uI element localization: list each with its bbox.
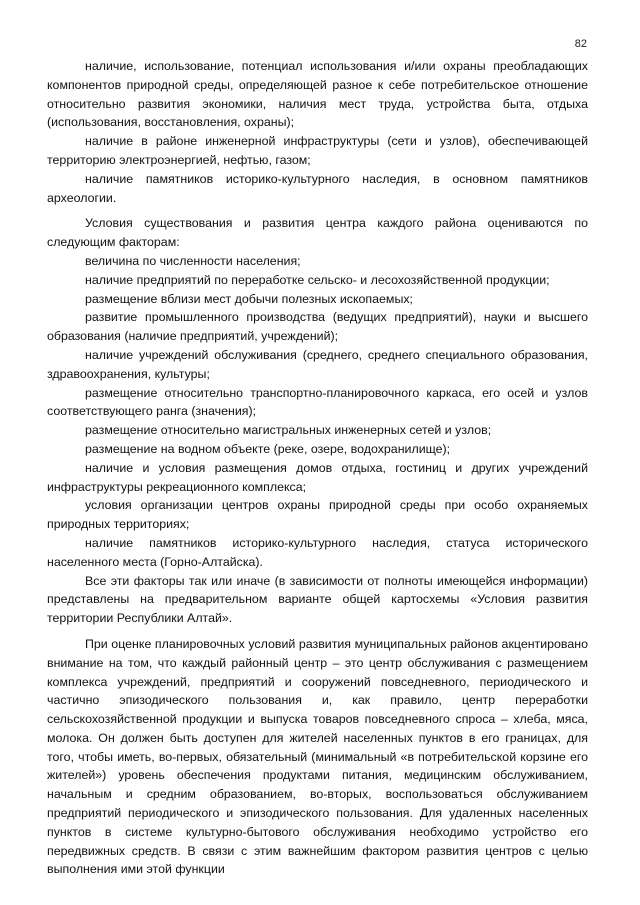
paragraph: развитие промышленного производства (ведущих предприятий), науки и высшего образования (наличие предприятий, учреждений); <box>47 310 588 344</box>
paragraph: Все эти факторы так или иначе (в зависимости от полноты имеющейся информации) представлены на предварительном варианте общей картосхемы «Условия развития территории Республики Алтай». <box>47 573 588 626</box>
paragraph: размещение относительно магистральных инженерных сетей и узлов; <box>85 423 492 438</box>
paragraph: наличие в районе инженерной инфраструктуры (сети и узлов), обеспечивающей территорию электроэнергией, нефтью, газом; <box>47 134 588 167</box>
paragraph: наличие, использование, потенциал использования и/или охраны преобладающих компонентов природной среды, определяющей разное к себе потребительское отношение относительно развития экономики, наличия мест труда, устройства быта, отдыха (использования, восстановления, охраны); <box>47 59 588 130</box>
paragraph: При оценке планировочных условий развития муниципальных районов акцентировано внимание на том, что каждый районный центр – это центр обслуживания с размещением комплекса учреждений, предприятий и сооружений повседневного, периодического и частично эпизодического пользования и, как правило, центр переработки сельскохозяйственной продукции и выпуска товаров повседневного спроса – хлеба, мяса, молока. Он должен быть доступен для жителей населенных пунктов в его границах, для того, чтобы иметь, во-первых, обязательный (минимальный «в потребительской корзине его жителей») уровень обеспечения продуктами питания, медицинским обслуживанием, начальным и средним образованием, во-вторых, воспользоваться обслуживанием предприятий периодического и эпизодического пользования. Для удаленных населенных пунктов в системе культурно-бытового обслуживания необходимо устройство его передвижных средств. В связи с этим важнейшим фактором развития центров с целью выполнения ими этой функции <box>47 636 588 877</box>
paragraph: Условия существования и развития центра каждого района оцениваются по следующим факторам: <box>47 216 588 250</box>
paragraph: размещение относительно транспортно-планировочного каркаса, его осей и узлов соответствующего ранга (значения); <box>47 385 588 419</box>
page-number: 82 <box>574 38 587 50</box>
paragraph: наличие памятников историко-культурного наследия, статуса исторического населенного места (Горно-Алтайска). <box>47 535 588 569</box>
paragraph: размещение на водном объекте (реке, озере, водохранилище); <box>85 441 451 456</box>
paragraph: наличие учреждений обслуживания (среднего, среднего специального образования, здравоохранения, культуры; <box>47 347 588 381</box>
paragraph: условия организации центров охраны природной среды при особо охраняемых природных территориях; <box>47 498 588 532</box>
paragraph: величина по численности населения; <box>85 253 301 268</box>
paragraph: наличие памятников историко-культурного наследия, в основном памятников археологии. <box>47 171 588 205</box>
paragraph: наличие и условия размещения домов отдыха, гостиниц и других учреждений инфраструктуры рекреационного комплекса; <box>47 460 588 494</box>
paragraph: размещение вблизи мест добычи полезных ископаемых; <box>85 291 413 306</box>
paragraph: наличие предприятий по переработке сельско- и лесохозяйственной продукции; <box>85 272 550 287</box>
document-body <box>47 57 588 879</box>
